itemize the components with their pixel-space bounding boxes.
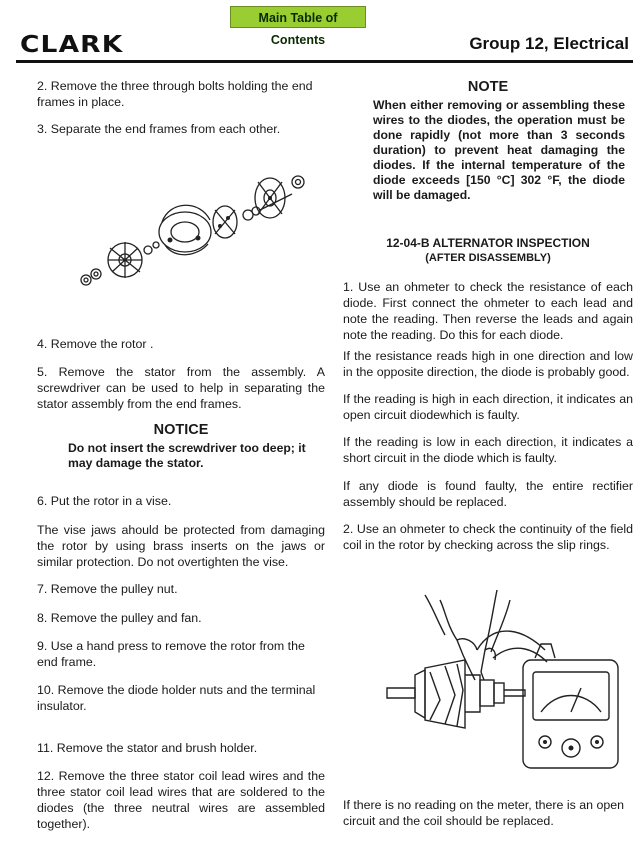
section-subtitle: (AFTER DISASSEMBLY)	[425, 252, 551, 264]
step-2-text: 2. Remove the three through bolts holding the end frames in place.	[37, 79, 313, 109]
main-table-of-contents-button[interactable]: Main Table of Contents	[230, 6, 366, 28]
notice-title: NOTICE	[153, 422, 209, 438]
notice-body: Do not insert the screwdriver too deep; it may damage the stator.	[68, 441, 306, 470]
header-divider	[16, 60, 633, 63]
note-body: When either removing or assembling these wires to the diodes, the operation must be done rapidly (not more than 3 seconds duration) to prevent heat damaging the diodes. If the internal temperature of the diode exceeds [150 °C] 302 °F, the diode will be damaged.	[373, 98, 625, 202]
alternator-exploded-illustration	[70, 160, 310, 295]
faulty-diode-text: If any diode is found faulty, the entire rectifier assembly should be replaced.	[343, 479, 633, 509]
clark-logo: CLARK	[20, 32, 124, 58]
step-3-text: 3. Separate the end frames from each other.	[37, 122, 281, 136]
step-6-text: 6. Put the rotor in a vise.	[37, 494, 172, 508]
reading-high-text: If the reading is high in each direction, it indicates an open circuit diodewhich is faulty.	[343, 392, 633, 422]
section-title: 12-04-B ALTERNATOR INSPECTION	[386, 236, 590, 250]
note-title: NOTE	[467, 79, 509, 95]
resistance-high-low-text: If the resistance reads high in one direction and low in the opposite direction, the diode is probably good.	[343, 349, 633, 379]
step-7-text: 7. Remove the pulley nut.	[37, 582, 178, 596]
reading-low-text: If the reading is low in each direction, it indicates a short circuit in the diode which is faulty.	[343, 435, 633, 465]
step-10-text: 10. Remove the diode holder nuts and the terminal insulator.	[37, 683, 316, 713]
inspection-item-1: 1. Use an ohmeter to check the resistance of each diode. First connect the ohmeter to each lead and note the reading. Then reverse the leads and again note the reading. Do this for each diode.	[343, 280, 633, 342]
step-5-text: 5. Remove the stator from the assembly. A screwdriver can be used to help in separating the stator assembly from the end frames.	[37, 365, 325, 411]
inspection-item-2: 2. Use an ohmeter to check the continuity of the field coil in the rotor by checking across the slip rings.	[343, 522, 633, 552]
page-title: Group 12, Electrical	[469, 34, 629, 53]
rotor-ohmmeter-illustration	[385, 580, 625, 780]
step-12-text: 12. Remove the three stator coil lead wires and the three stator coil lead wires that are soldered to the diodes (the three neutral wires are assembled together).	[37, 769, 325, 831]
step-11-text: 11. Remove the stator and brush holder.	[37, 741, 258, 755]
step-8-text: 8. Remove the pulley and fan.	[37, 611, 202, 625]
step-9-text: 9. Use a hand press to remove the rotor from the end frame.	[37, 639, 305, 669]
no-reading-text: If there is no reading on the meter, there is an open circuit and the coil should be replaced.	[343, 798, 625, 828]
vise-protection-text: The vise jaws ahould be protected from damaging the rotor by using brass inserts on the jaws or similar protection. Do not overtighten the vise.	[37, 523, 325, 569]
step-4-text: 4. Remove the rotor .	[37, 337, 154, 351]
